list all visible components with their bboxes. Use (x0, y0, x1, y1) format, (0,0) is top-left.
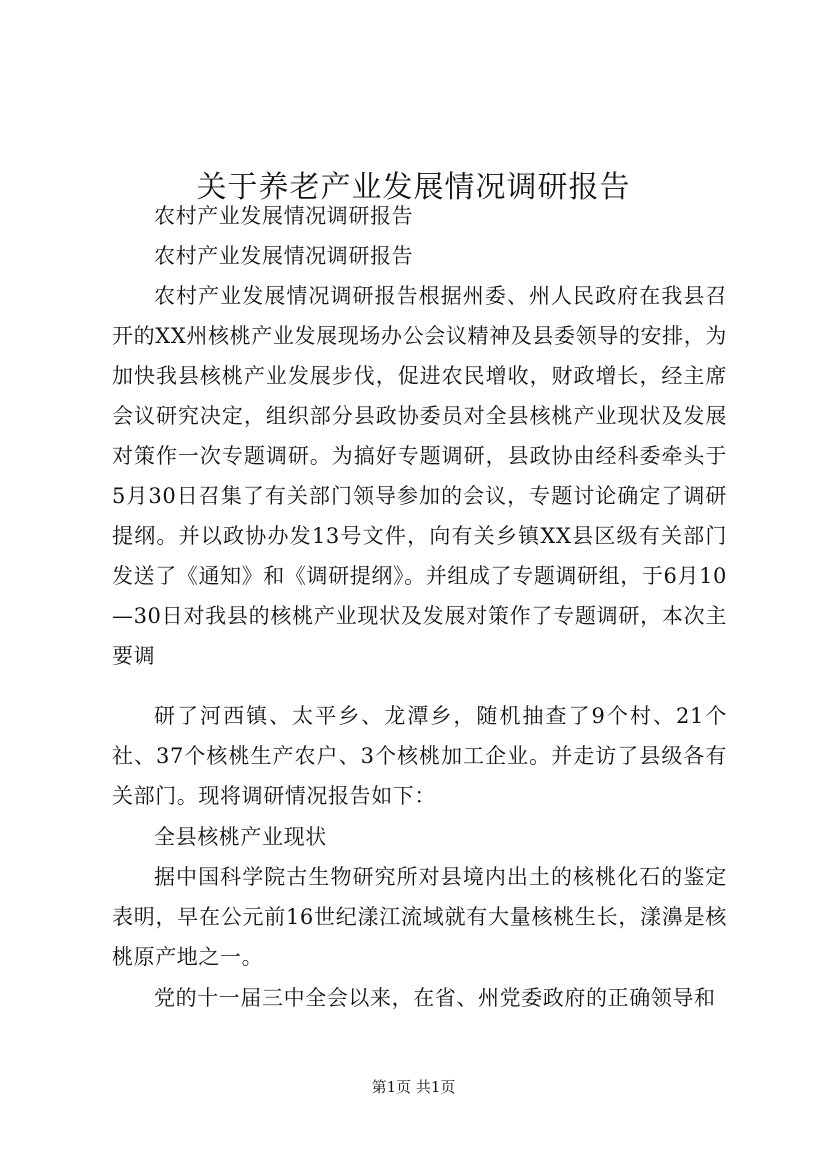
paragraph-intro: 农村产业发展情况调研报告根据州委、州人民政府在我县召开的XX州核桃产业发展现场办公会议精神及县委领导的安排，为加快我县核桃产业发展步伐，促进农民增收，财政增长，经主席会议研究决定，组织部分县政协委员对全县核桃产业现状及发展对策作一次专题调研。为搞好专题调研，县政协由经科委牵头于5月30日召集了有关部门领导参加的会议，专题讨论确定了调研提纲。并以政协办发13号文件，向有关乡镇XX县区级有关部门发送了《通知》和《调研提纲》。并组成了专题调研组，于6月10—30日对我县的核桃产业现状及发展对策作了专题调研，本次主要调 (112, 284, 727, 668)
document-title: 关于养老产业发展情况调研报告 (196, 170, 631, 206)
paragraph-subtitle-2: 农村产业发展情况调研报告 (154, 244, 414, 268)
paragraph-survey-scope: 研了河西镇、太平乡、龙潭乡，随机抽查了9个村、21个社、37个核桃生产农户、3个核桃加工企业。并走访了县级各有关部门。现将调研情况报告如下： (112, 704, 727, 808)
paragraph-history: 据中国科学院古生物研究所对县境内出土的核桃化石的鉴定表明，早在公元前16世纪漾江流域就有大量核桃生长，漾濞是核桃原产地之一。 (112, 865, 727, 969)
paragraph-development: 党的十一届三中全会以来，在省、州党委政府的正确领导和 (154, 986, 716, 1010)
page-footer: 第1页 共1页 (371, 1078, 456, 1096)
paragraph-subtitle-1: 农村产业发展情况调研报告 (154, 204, 414, 228)
section-heading: 全县核桃产业现状 (154, 825, 327, 849)
